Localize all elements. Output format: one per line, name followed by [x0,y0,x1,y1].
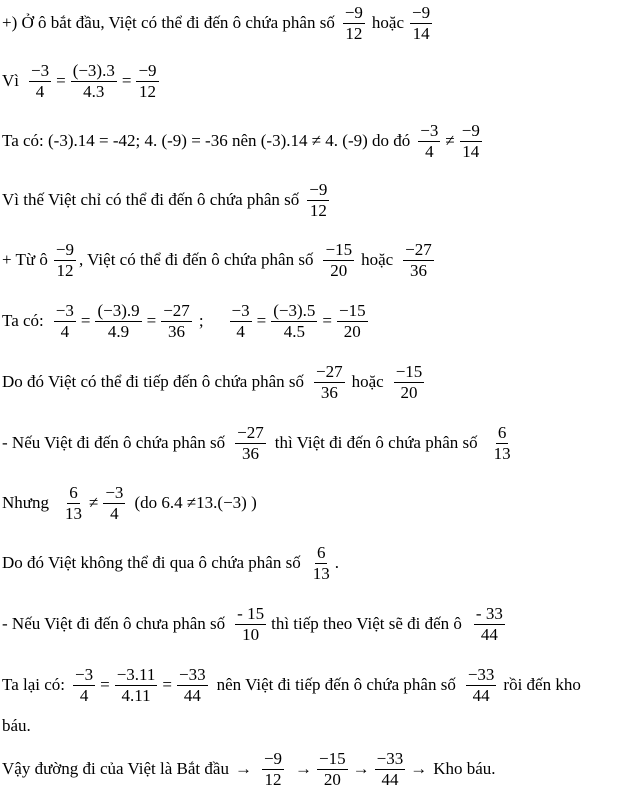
denominator: 14 [462,141,480,161]
fraction [375,750,406,789]
line-11 [2,605,508,644]
numerator: - 33 [475,604,503,623]
text: Do đó Việt có thể đi tiếp đến ô chứa phân số [2,372,305,392]
numerator: (−3).5 [273,301,316,320]
line-6 [2,302,371,341]
fraction [307,181,329,220]
fraction [262,750,284,789]
denominator: 4 [35,81,45,101]
fraction [103,484,125,523]
numerator: −9 [55,240,74,259]
numerator: −9 [461,121,480,140]
fraction [230,302,252,341]
numerator: (−3).9 [97,301,140,320]
denominator: 36 [409,260,427,280]
denominator: 12 [345,23,363,43]
arrow-right-icon: → [410,759,428,779]
arrow-right-icon: → [234,759,252,779]
denominator: 4.9 [107,321,130,341]
text: Do đó Việt không thể đi qua ô chứa phân số [2,553,301,573]
numerator: 6 [69,483,78,502]
numerator: (−3).3 [72,61,115,80]
fraction [418,122,440,161]
text: Vậy đường đi của Việt là Bắt đầu [2,759,229,779]
fraction [161,302,192,341]
denominator: 14 [412,23,430,43]
denominator: 36 [320,382,338,402]
denominator: 20 [330,260,348,280]
denominator: 36 [241,443,259,463]
equals-sign: = [100,675,110,695]
text: (do 6.4 ≠13.(−3) ) [134,493,257,513]
numerator: - 15 [237,604,265,623]
numerator: −33 [376,749,404,768]
equals-sign: = [162,675,173,695]
text: +) Ở ô bắt đầu, Việt có thể đi đến ô chứa phân số [2,13,335,33]
fraction [343,4,365,43]
text: hoặc [371,13,405,33]
numerator: 6 [316,543,326,562]
line-10 [2,544,339,583]
numerator: −9 [344,3,363,22]
numerator: −27 [237,423,264,442]
numerator: −15 [325,240,353,259]
denominator: 44 [381,769,399,789]
numerator: −33 [179,665,206,684]
fraction [115,666,158,705]
line-13 [2,716,31,736]
fraction [177,666,208,705]
denominator: 20 [323,769,341,789]
fraction [314,363,345,402]
fraction [71,62,117,101]
text: , Việt có thể đi đến ô chứa phân số [78,250,314,270]
numerator: −9 [412,3,431,22]
text: Kho báu. [433,759,496,779]
denominator: 10 [242,624,260,644]
text: Ta lại có: [2,675,66,695]
numerator: −9 [263,749,283,768]
text: Vì [2,71,19,91]
numerator: −3 [55,301,74,320]
not-equal-sign: ≠ [445,131,455,151]
text: hoặc [361,250,394,270]
line-14 [2,750,496,789]
fraction [466,666,497,705]
equals-sign: = [256,311,267,331]
denominator: 4.3 [83,81,105,101]
denominator: 13 [312,563,330,583]
fraction [235,424,266,463]
denominator: 4 [236,321,245,341]
line-3 [2,122,485,161]
fraction [54,241,76,280]
numerator: −9 [138,61,157,80]
denominator: 20 [400,382,418,402]
denominator: 44 [183,685,201,705]
numerator: −27 [163,301,190,320]
denominator: 4 [60,321,70,341]
numerator: −3 [231,301,250,320]
denominator: 12 [56,260,74,280]
fraction [317,750,348,789]
denominator: 13 [493,443,511,463]
text: Ta có: [2,311,44,331]
arrow-right-icon: → [295,759,313,779]
numerator: −3 [75,665,94,684]
denominator: 36 [168,321,186,341]
equals-sign: = [121,71,132,91]
denominator: 4 [110,503,119,523]
not-equal-sign: ≠ [89,493,99,513]
arrow-right-icon: → [352,759,370,779]
numerator: −3 [420,121,439,140]
fraction [403,241,434,280]
fraction [474,605,505,644]
fraction [492,424,513,463]
equals-sign: = [146,311,157,331]
line-4 [2,181,332,220]
text: - Nếu Việt đi đến ô chứa phân số [2,433,226,453]
fraction [410,4,432,43]
line-1 [2,4,435,43]
numerator: −3.11 [116,665,156,684]
denominator: 12 [139,81,156,101]
line-2 [2,62,162,101]
denominator: 4 [425,141,434,161]
fraction [54,302,76,341]
fraction [95,302,141,341]
numerator: −33 [467,665,495,684]
numerator: −15 [339,301,366,320]
denominator: 44 [480,624,498,644]
text: . [334,553,339,573]
text: rồi đến kho [503,675,581,695]
text: + Từ ô [2,250,48,270]
denominator: 4.5 [283,321,305,341]
fraction [311,544,332,583]
line-7 [2,363,427,402]
denominator: 4 [79,685,89,705]
equals-sign: = [322,311,332,331]
denominator: 20 [343,321,361,341]
text: thì Việt đi đến ô chứa phân số [274,433,478,453]
text: báu. [2,716,31,735]
text: Vì thế Việt chỉ có thể đi đến ô chứa phân số [2,190,300,210]
fraction [235,605,266,644]
numerator: 6 [497,423,507,442]
numerator: −15 [319,749,346,768]
fraction [460,122,482,161]
numerator: −3 [105,483,124,502]
denominator: 44 [472,685,490,705]
numerator: −27 [405,240,432,259]
fraction [73,666,95,705]
text: Ta có: (-3).14 = -42; 4. (-9) = -36 nên (-3).14 ≠ 4. (-9) do đó [2,131,411,151]
denominator: 4.11 [121,685,151,705]
numerator: −9 [309,180,328,199]
denominator: 12 [309,200,327,220]
fraction [136,62,158,101]
line-8 [2,424,516,463]
denominator: 12 [264,769,282,789]
text: - Nếu Việt đi đến ô chưa phân số [2,614,226,634]
fraction [337,302,368,341]
text: nên Việt đi tiếp đến ô chứa phân số [216,675,456,695]
fraction [63,484,84,523]
equals-sign: = [56,71,66,91]
text: hoặc [351,372,384,392]
equals-sign: = [80,311,91,331]
text: Nhưng [2,493,49,513]
fraction [323,241,354,280]
line-5 [2,241,437,280]
fraction [394,363,425,402]
text: thì tiếp theo Việt sẽ đi đến ô [271,614,462,634]
numerator: −15 [395,362,423,381]
numerator: −27 [316,362,343,381]
line-9 [2,484,257,523]
line-12 [2,666,581,705]
fraction [29,62,51,101]
fraction [271,302,317,341]
denominator: 13 [65,503,82,523]
semicolon: ; [198,311,204,331]
numerator: −3 [31,61,50,80]
